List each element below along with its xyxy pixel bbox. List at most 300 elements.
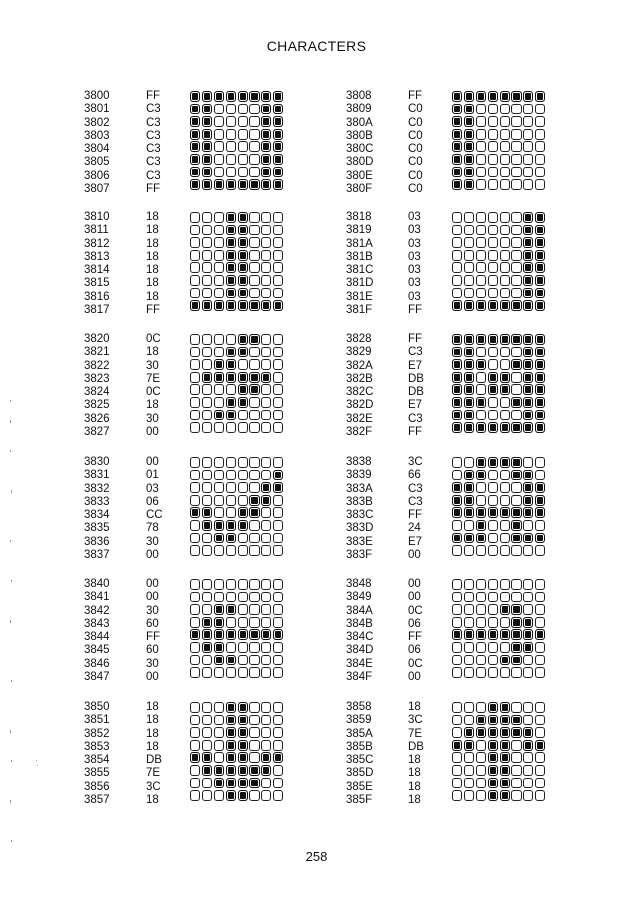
pixel-on [226, 397, 236, 408]
pixel-off [488, 179, 498, 190]
pixel-off [249, 470, 259, 481]
pixel-off [523, 604, 533, 615]
pixel-on [523, 397, 533, 408]
pixel-on [452, 397, 462, 408]
pixel-grid [452, 91, 547, 192]
pixel-on [500, 507, 510, 518]
pixel-off [261, 778, 271, 789]
address: 3808 [346, 90, 372, 102]
pixel-off [261, 592, 271, 603]
pixel-on [238, 740, 248, 751]
hex-value: FF [408, 631, 423, 644]
address: 385E [346, 780, 373, 793]
pixel-on [488, 300, 498, 311]
pixel-off [464, 778, 474, 789]
pixel-off [500, 397, 510, 408]
pixel-on [452, 300, 462, 311]
pixel-off [238, 545, 248, 556]
pixel-off [273, 592, 283, 603]
pixel-off [523, 104, 533, 115]
pixel-off [488, 410, 498, 421]
pixel-off [190, 617, 200, 628]
pixel-on [202, 520, 212, 531]
pixel-off [238, 129, 248, 140]
pixel-on [452, 91, 462, 102]
pixel-on [249, 765, 259, 776]
pixel-off [238, 495, 248, 506]
pixel-on [249, 300, 259, 311]
pixel-off [202, 347, 212, 358]
address: 3858 [346, 701, 372, 713]
pixel-off [238, 359, 248, 370]
pixel-on [500, 91, 510, 102]
pixel-off [214, 702, 224, 713]
pixel-on [523, 482, 533, 493]
pixel-on [238, 629, 248, 640]
pixel-on [226, 655, 236, 666]
pixel-on [476, 629, 486, 640]
pixel-grid [452, 334, 547, 435]
pixel-on [511, 533, 521, 544]
pixel-on [249, 778, 259, 789]
hex-value: 18 [146, 277, 159, 290]
pixel-on [202, 617, 212, 628]
pixel-off [190, 225, 200, 236]
hex-value: 3C [146, 780, 161, 793]
pixel-off [488, 141, 498, 152]
pixel-off [226, 334, 236, 345]
pixel-on [202, 507, 212, 518]
pixel-off [273, 262, 283, 273]
pixel-off [500, 167, 510, 178]
pixel-off [452, 457, 462, 468]
hex-value: FF [408, 426, 423, 439]
pixel-on [488, 778, 498, 789]
pixel-off [452, 545, 462, 556]
pixel-on [523, 422, 533, 433]
hex-value: C0 [408, 183, 423, 196]
address: 380E [346, 169, 373, 182]
pixel-on [535, 262, 545, 273]
hex-value: 18 [146, 399, 159, 412]
pixel-on [214, 765, 224, 776]
pixel-on [249, 334, 259, 345]
pixel-off [476, 740, 486, 751]
pixel-off [511, 212, 521, 223]
pixel-off [214, 262, 224, 273]
hex-value: E7 [408, 359, 423, 372]
pixel-off [523, 129, 533, 140]
pixel-on [476, 334, 486, 345]
pixel-on [464, 727, 474, 738]
pixel-off [190, 422, 200, 433]
pixel-off [488, 495, 498, 506]
pixel-off [249, 617, 259, 628]
pixel-off [214, 141, 224, 152]
address: 3805 [84, 156, 110, 169]
pixel-off [476, 702, 486, 713]
pixel-off [273, 225, 283, 236]
address: 3806 [84, 169, 110, 182]
pixel-off [273, 790, 283, 801]
pixel-off [273, 642, 283, 653]
pixel-on [261, 300, 271, 311]
pixel-off [249, 104, 259, 115]
pixel-off [249, 533, 259, 544]
hex-value: FF [146, 183, 161, 196]
pixel-off [511, 347, 521, 358]
address: 381C [346, 264, 374, 277]
pixel-off [511, 482, 521, 493]
pixel-off [500, 495, 510, 506]
pixel-on [464, 154, 474, 165]
pixel-grid [452, 702, 547, 803]
address: 3848 [346, 578, 372, 590]
pixel-on [523, 372, 533, 383]
pixel-off [190, 410, 200, 421]
pixel-on [202, 129, 212, 140]
pixel-off [190, 275, 200, 286]
pixel-on [452, 141, 462, 152]
pixel-off [238, 533, 248, 544]
pixel-on [511, 642, 521, 653]
pixel-off [214, 715, 224, 726]
pixel-grid [190, 702, 285, 803]
pixel-on [476, 422, 486, 433]
pixel-off [249, 790, 259, 801]
pixel-off [261, 545, 271, 556]
pixel-off [511, 372, 521, 383]
hex-value: 78 [146, 522, 159, 535]
pixel-off [464, 752, 474, 763]
address: 3857 [84, 794, 110, 807]
hex-value: C0 [408, 143, 423, 156]
pixel-on [226, 752, 236, 763]
pixel-off [202, 384, 212, 395]
address: 3809 [346, 103, 372, 116]
pixel-off [511, 592, 521, 603]
pixel-off [249, 397, 259, 408]
pixel-on [523, 359, 533, 370]
pixel-off [464, 275, 474, 286]
pixel-off [523, 655, 533, 666]
pixel-off [273, 275, 283, 286]
pixel-on [190, 629, 200, 640]
pixel-off [452, 470, 462, 481]
pixel-on [523, 225, 533, 236]
address: 3820 [84, 333, 110, 345]
pixel-on [238, 790, 248, 801]
address: 3840 [84, 578, 110, 590]
pixel-on [249, 372, 259, 383]
address: 3847 [84, 671, 110, 684]
pixel-on [523, 300, 533, 311]
hex-value: C3 [146, 129, 161, 142]
pixel-off [476, 225, 486, 236]
hex-value: C0 [408, 156, 423, 169]
hex-value: 0C [408, 604, 423, 617]
pixel-off [202, 470, 212, 481]
address: 385D [346, 767, 374, 780]
pixel-off [238, 642, 248, 653]
pixel-on [476, 507, 486, 518]
pixel-on [238, 397, 248, 408]
pixel-off [238, 116, 248, 127]
pixel-off [214, 129, 224, 140]
hex-value: DB [408, 372, 424, 385]
pixel-on [226, 765, 236, 776]
pixel-on [511, 334, 521, 345]
pixel-off [214, 752, 224, 763]
pixel-off [238, 617, 248, 628]
pixel-off [500, 359, 510, 370]
pixel-off [511, 237, 521, 248]
pixel-off [464, 765, 474, 776]
hex-value: 00 [146, 578, 159, 590]
pixel-off [261, 212, 271, 223]
address: 381B [346, 250, 373, 263]
pixel-off [464, 715, 474, 726]
pixel-off [523, 457, 533, 468]
pixel-on [238, 778, 248, 789]
pixel-off [535, 752, 545, 763]
pixel-on [190, 300, 200, 311]
pixel-off [226, 579, 236, 590]
pixel-off [464, 655, 474, 666]
pixel-off [452, 212, 462, 223]
pixel-on [273, 91, 283, 102]
pixel-off [500, 579, 510, 590]
pixel-off [476, 617, 486, 628]
pixel-off [190, 457, 200, 468]
pixel-on [214, 179, 224, 190]
pixel-on [488, 457, 498, 468]
pixel-on [238, 384, 248, 395]
pixel-on [511, 507, 521, 518]
pixel-on [190, 507, 200, 518]
pixel-off [464, 790, 474, 801]
pixel-off [511, 579, 521, 590]
pixel-on [452, 372, 462, 383]
pixel-on [226, 702, 236, 713]
hex-value: 00 [408, 549, 421, 562]
pixel-off [190, 533, 200, 544]
pixel-on [464, 470, 474, 481]
pixel-off [226, 592, 236, 603]
pixel-off [523, 520, 533, 531]
pixel-on [464, 91, 474, 102]
pixel-off [249, 359, 259, 370]
pixel-off [249, 129, 259, 140]
pixel-off [249, 642, 259, 653]
pixel-off [261, 334, 271, 345]
pixel-on [464, 397, 474, 408]
pixel-on [535, 495, 545, 506]
address: 3827 [84, 426, 110, 439]
pixel-on [523, 91, 533, 102]
pixel-on [226, 520, 236, 531]
pixel-off [202, 545, 212, 556]
pixel-off [226, 154, 236, 165]
pixel-off [190, 495, 200, 506]
address: 3844 [84, 631, 110, 644]
hex-value: 18 [146, 701, 159, 713]
pixel-off [202, 579, 212, 590]
hex-value: 00 [146, 671, 159, 684]
pixel-off [476, 790, 486, 801]
address: 381E [346, 290, 373, 303]
hex-value: 18 [146, 727, 159, 740]
pixel-off [273, 457, 283, 468]
pixel-grid [452, 579, 547, 680]
address: 382A [346, 359, 373, 372]
pixel-off [261, 667, 271, 678]
pixel-off [476, 212, 486, 223]
pixel-on [535, 347, 545, 358]
address: 3802 [84, 116, 110, 129]
pixel-off [214, 667, 224, 678]
pixel-off [273, 359, 283, 370]
pixel-off [488, 212, 498, 223]
hex-value: 06 [408, 617, 421, 630]
hex-value: C3 [146, 156, 161, 169]
pixel-on [226, 179, 236, 190]
pixel-on [273, 167, 283, 178]
pixel-on [190, 104, 200, 115]
pixel-off [261, 470, 271, 481]
pixel-off [500, 129, 510, 140]
pixel-off [261, 237, 271, 248]
pixel-off [535, 167, 545, 178]
hex-value: 30 [146, 657, 159, 670]
pixel-off [238, 410, 248, 421]
pixel-on [523, 507, 533, 518]
pixel-on [249, 507, 259, 518]
pixel-off [214, 288, 224, 299]
pixel-on [488, 790, 498, 801]
pixel-off [249, 237, 259, 248]
hex-value: 18 [146, 250, 159, 263]
pixel-on [273, 470, 283, 481]
address: 3833 [84, 495, 110, 508]
pixel-off [249, 545, 259, 556]
address: 3818 [346, 211, 372, 223]
pixel-off [476, 655, 486, 666]
pixel-off [273, 702, 283, 713]
pixel-on [190, 167, 200, 178]
address: 380D [346, 156, 374, 169]
pixel-off [452, 262, 462, 273]
pixel-on [464, 410, 474, 421]
pixel-on [464, 300, 474, 311]
pixel-off [535, 778, 545, 789]
address: 3811 [84, 224, 109, 237]
pixel-off [500, 592, 510, 603]
pixel-off [261, 617, 271, 628]
hex-value: 00 [146, 549, 159, 562]
pixel-off [488, 262, 498, 273]
pixel-on [535, 300, 545, 311]
pixel-off [273, 212, 283, 223]
pixel-off [488, 482, 498, 493]
pixel-off [535, 715, 545, 726]
pixel-on [261, 104, 271, 115]
pixel-on [511, 629, 521, 640]
pixel-off [249, 520, 259, 531]
pixel-off [464, 642, 474, 653]
pixel-off [202, 457, 212, 468]
pixel-off [190, 778, 200, 789]
pixel-on [476, 520, 486, 531]
pixel-off [535, 604, 545, 615]
pixel-on [226, 250, 236, 261]
pixel-off [511, 104, 521, 115]
pixel-off [452, 702, 462, 713]
pixel-off [500, 288, 510, 299]
pixel-off [190, 334, 200, 345]
pixel-off [476, 642, 486, 653]
address: 3829 [346, 346, 372, 359]
hex-value: 03 [408, 237, 421, 250]
pixel-off [273, 372, 283, 383]
pixel-off [226, 667, 236, 678]
pixel-off [226, 545, 236, 556]
pixel-off [535, 592, 545, 603]
pixel-on [523, 384, 533, 395]
pixel-off [261, 422, 271, 433]
pixel-on [214, 533, 224, 544]
pixel-off [523, 752, 533, 763]
pixel-on [238, 334, 248, 345]
pixel-on [500, 604, 510, 615]
pixel-off [476, 129, 486, 140]
pixel-off [476, 288, 486, 299]
pixel-off [511, 262, 521, 273]
pixel-on [226, 604, 236, 615]
pixel-on [273, 629, 283, 640]
hex-value: C3 [408, 495, 423, 508]
pixel-off [500, 275, 510, 286]
pixel-on [535, 288, 545, 299]
pixel-on [523, 347, 533, 358]
pixel-off [452, 778, 462, 789]
address: 383B [346, 495, 373, 508]
pixel-on [261, 629, 271, 640]
pixel-off [452, 579, 462, 590]
pixel-off [273, 288, 283, 299]
pixel-on [500, 372, 510, 383]
address: 3816 [84, 290, 110, 303]
pixel-on [214, 604, 224, 615]
pixel-off [249, 167, 259, 178]
pixel-on [214, 642, 224, 653]
pixel-off [273, 410, 283, 421]
pixel-off [273, 604, 283, 615]
pixel-on [452, 629, 462, 640]
address: 3836 [84, 535, 110, 548]
pixel-off [500, 179, 510, 190]
pixel-off [523, 167, 533, 178]
pixel-off [452, 288, 462, 299]
pixel-on [488, 727, 498, 738]
address: 383A [346, 482, 373, 495]
pixel-on [535, 397, 545, 408]
pixel-off [202, 237, 212, 248]
pixel-on [511, 617, 521, 628]
address: 3804 [84, 143, 110, 156]
pixel-off [476, 482, 486, 493]
pixel-off [535, 457, 545, 468]
